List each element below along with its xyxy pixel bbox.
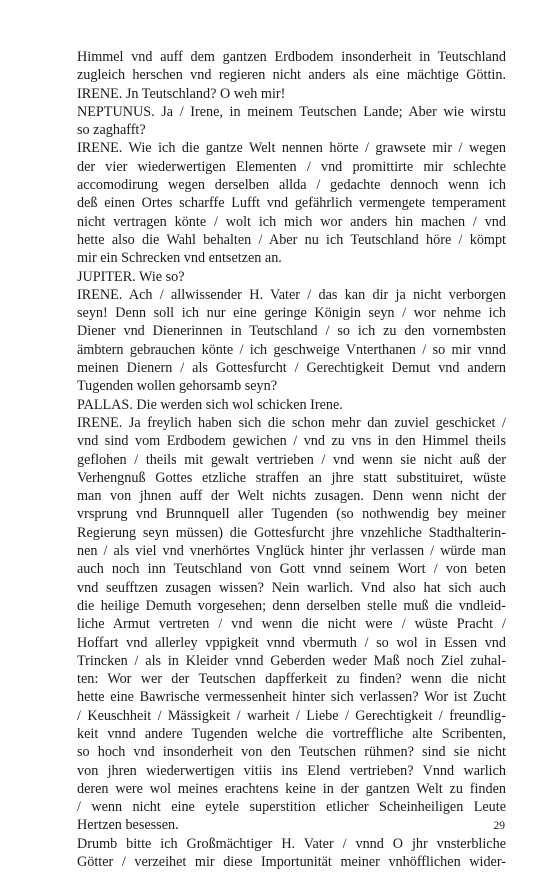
text-line: IRENE. Wie ich die gantze Welt nennen hörte / grawsete mir / wegen (77, 140, 506, 157)
text-line: Tugenden wollen gehorsamb seyn? (77, 378, 278, 395)
text-line: hette also die Wahl behalten / Aber nu ich Teutschland höre / kömpt (77, 231, 506, 248)
text-line: mir ein Schrecken vnd entsetzen an. (77, 250, 282, 267)
text-line: auch noch inn Teutschland von Gott vnnd seinem Wort / von beten (77, 561, 506, 578)
text-line: die heilige Demuth vorgesehen; denn derselben stelle muß die vndleid- (77, 597, 506, 614)
page-body-text (77, 48, 506, 871)
text-line: Trincken / als in Kleider vnnd Geberden weder Maß noch Ziel zuhal- (77, 652, 506, 669)
text-line: ämbtern gebrauchen könte / ich geschweige Vnterthanen / so mir vnnd (77, 341, 506, 358)
text-line: man von jhnen auff der Welt nichts zusagen. Denn wenn nicht der (77, 488, 506, 505)
text-line: Himmel vnd auff dem gantzen Erdbodem insonderheit in Teutschland (77, 49, 506, 65)
text-line: Drumb bitte ich Großmächtiger H. Vater / vnnd O jhr vnsterbliche (77, 835, 506, 852)
text-line: hette eine Bawrische vermessenheit hinter sich verlassen? Wor ist Zucht (77, 689, 506, 706)
text-line: meinen Dienern / als Gottesfurcht / Gerechtigkeit Demut vnd andern (77, 360, 506, 377)
text-line: keit vnnd andere Tugenden welche die vortreffliche alte Scribenten, (77, 725, 506, 742)
text-line: von jhren wiederwertigen vitiis ins Elend vertrieben? Vnnd warlich (77, 762, 506, 779)
text-line: vnd sind vom Erdbodem gewichen / vnd zu vns in den Himmel theils (77, 433, 506, 450)
text-line: / wenn nicht eine eytele superstition etlicher Scheinheiligen Leute (77, 799, 506, 816)
text-line: Hertzen besessen. (77, 817, 179, 834)
text-line: Diener vnd Dienerinnen in Teutschland / so ich zu den vornembsten (77, 323, 506, 340)
text-line: JUPITER. Wie so? (77, 268, 185, 285)
text-line: ten: Wor wer der Teutschen dapfferkeit zu finden? wenn die nicht (77, 671, 506, 688)
text-line: deren were wol meines erachtens keine in der gantzen Welt zu finden (77, 780, 506, 797)
text-line: IRENE. Jn Teutschland? O weh mir! (77, 85, 286, 102)
text-line: accomodirung wegen derselben allda / gedachte dennoch wenn ich (77, 177, 506, 194)
page-number: 29 (493, 820, 505, 832)
text-line: IRENE. Ja freylich haben sich die schon mehr dan zuviel geschicket / (77, 414, 506, 431)
text-line: vrsprung vnd Brunnquell aller Tugenden (so nothwendig bey meiner (77, 506, 506, 523)
text-line: so zaghafft? (77, 122, 146, 139)
text-line: IRENE. Ach / allwissender H. Vater / das kan dir ja nicht verborgen (77, 286, 506, 303)
text-line: / Keuschheit / Mässigkeit / warheit / Liebe / Gerechtigkeit / freundlig- (77, 707, 506, 724)
text-line: deß einen Ortes scharffe Lufft vnd gefährlich vermengete temperament (77, 195, 506, 212)
text-line: so hoch vnd insonderheit von den Teutschen rühmen? sind sie nicht (77, 744, 506, 761)
text-line: seyn! Denn soll ich nur eine geringe Königin seyn / wor nehme ich (77, 305, 506, 322)
text-line: Götter / verzeihet mir diese Importunität meiner vnhöfflichen wider- (77, 854, 506, 871)
text-line: nicht vertragen könte / wolt ich mich wor anders hin machen / vnd (77, 213, 506, 230)
text-line: PALLAS. Die werden sich wol schicken Irene. (77, 396, 343, 413)
text-line: vnd seufftzen zusagen wissen? Nein warlich. Vnd also hat sich auch (77, 579, 506, 596)
text-line: zugleich herschen vnd regieren nicht anders als eine mächtige Göttin. (77, 67, 506, 84)
text-line: liche Armut vertreten / vnd wenn die nicht were / wüste Pracht / (77, 616, 506, 633)
text-line: NEPTUNUS. Ja / Irene, in meinem Teutschen Lande; Aber wie wirstu (77, 103, 506, 120)
text-line: Verhengnuß Gottes etzliche straffen an jhre statt substituiret, wüste (77, 469, 506, 486)
text-line: Regierung seyn müssen) die Gottesfurcht jhre vnzehliche Stadthalterin- (77, 524, 506, 541)
text-line: der vier wiederwertigen Elementen / vnd promittirte mir schlechte (77, 158, 506, 175)
text-line: geflohen / theils mit gewalt vertrieben / vnd wenn sie nicht auß der (77, 451, 506, 468)
text-line: nen / als viel vnd vnerhörtes Vnglück hinter jhr verlassen / würde man (77, 543, 506, 560)
text-line: Hoffart vnd allerley vppigkeit vnnd vbermuth / so wol in Essen vnd (77, 634, 506, 651)
